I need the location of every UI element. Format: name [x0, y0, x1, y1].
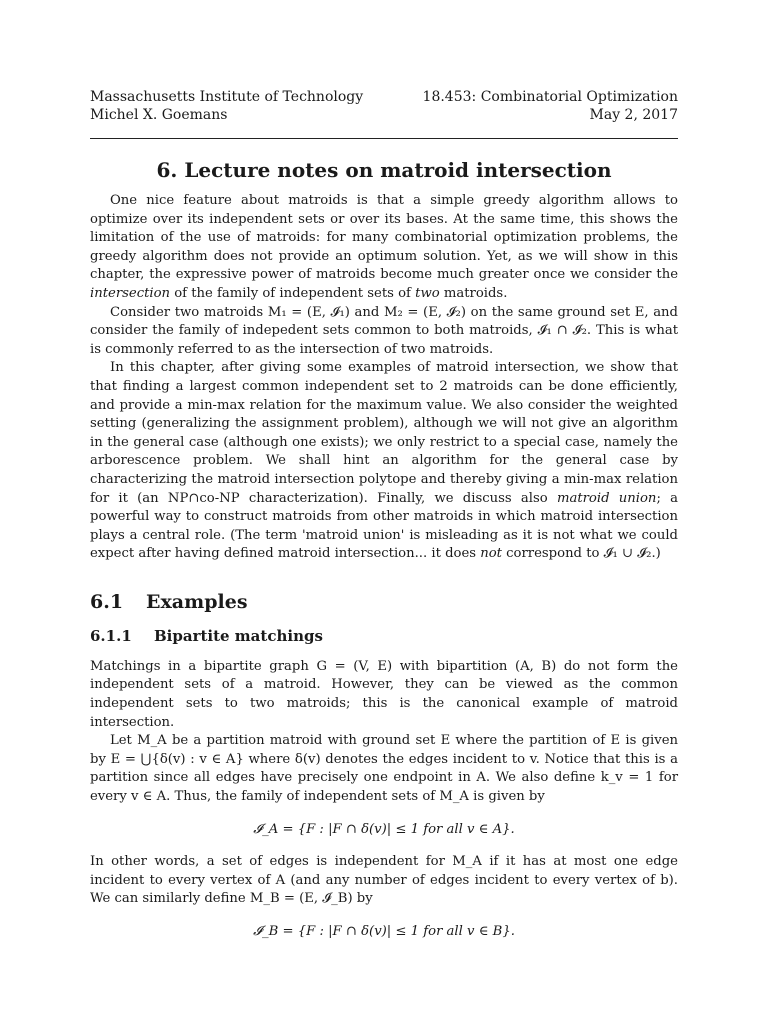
intro-paragraph-3	[90, 359, 678, 564]
header-course: 18.453: Combinatorial Optimization	[422, 89, 678, 105]
intro-paragraph-2: Consider two matroids M₁ = (E, 𝓘₁) and M₂ = (E, 𝓘₂) on the same ground set E, and consider the family of indepedent sets common to both matroids, 𝓘₁ ∩ 𝓘₂. This is what is commonly referred to as the intersection of two matroids.	[90, 304, 678, 357]
intro-p3-text-b: ; a powerful way to construct matroids from other matroids in which matroid intersection plays a central role. (The term 'matroid union' is misleading as it is not what we could expect after having defined matroid intersection... it does	[90, 490, 679, 562]
body-paragraph-3: In other words, a set of edges is independent for M_A if it has at most one edge incident to every vertex of A (and any number of edges incident to every vertex of b). We can similarly define M_B = (E, 𝓘_B) by	[90, 854, 678, 907]
section-heading	[90, 590, 678, 614]
intro-p1-emphasis-1: intersection	[90, 285, 171, 301]
header-institution: Massachusetts Institute of Technology	[90, 89, 364, 105]
body-paragraph-1: Matchings in a bipartite graph G = (V, E) with bipartition (A, B) do not form the independent sets of a matroid. However, they can be viewed as the common independent sets to two matroids; this is the canonical example of matroid intersection.	[90, 658, 678, 730]
header-row-1	[90, 88, 678, 106]
intro-p3-emphasis-1: matroid union	[556, 490, 657, 506]
intro-paragraph-1	[90, 192, 678, 304]
intro-p3-text-c: correspond to 𝓘₁ ∪ 𝓘₂.)	[501, 546, 661, 562]
header-row-2	[90, 106, 678, 124]
page-title: 6. Lecture notes on matroid intersection	[156, 158, 612, 182]
subsection-number: 6.1.1	[90, 626, 132, 645]
subsection-title: Bipartite matchings	[154, 626, 323, 645]
intro-p1-text-c: matroids.	[439, 285, 508, 301]
document-page	[90, 88, 678, 956]
intro-p1-text-a: One nice feature about matroids is that a simple greedy algorithm allows to optimize over its independent sets or over its bases. At the same time, this shows the limitation of the use of matroids: for many combinatorial optimization problems, the greedy algorithm does not provide an optimum solution. Yet, as we will show in this chapter, the expressive power of matroids become much greater once we consider the	[90, 193, 678, 283]
header-author: Michel X. Goemans	[90, 107, 228, 123]
intro-p1-text-b: of the family of independent sets of	[170, 285, 416, 301]
intro-p1-emphasis-2: two	[415, 285, 440, 301]
intro-p3-emphasis-2: not	[480, 546, 502, 562]
equation-2: 𝓘_B = {F : |F ∩ δ(v)| ≤ 1 for all v ∈ B}.	[253, 924, 515, 939]
subsection-heading	[90, 626, 678, 646]
section-title: Examples	[146, 590, 248, 613]
header-divider	[90, 138, 678, 139]
section-number: 6.1	[90, 590, 124, 613]
intro-p3-text-a: In this chapter, after giving some examples of matroid intersection, we show that that finding a largest common independent set to 2 matroids can be done efficiently, and provide a min-max relation for the maximum value. We also consider the weighted setting (generalizing the assignment problem), although we will not give an algorithm in the general case (although one exists); we only restrict to a special case, namely the arborescence problem. We shall hint an algorithm for the general case by characterizing the matroid intersection polytope and thereby giving a min-max relation for it (an NP∩co-NP characterization). Finally, we discuss also	[90, 360, 678, 506]
body-paragraph-2: Let M_A be a partition matroid with ground set E where the partition of E is given by E = ⋃{δ(v) : v ∈ A} where δ(v) denotes the edges incident to v. Notice that this is a partition since all edges have precisely one endpoint in A. We also define k_v = 1 for every v ∈ A. Thus, the family of independent sets of M_A is given by	[90, 733, 678, 805]
header-date: May 2, 2017	[589, 107, 678, 123]
equation-1: 𝓘_A = {F : |F ∩ δ(v)| ≤ 1 for all v ∈ A}.	[253, 821, 515, 837]
